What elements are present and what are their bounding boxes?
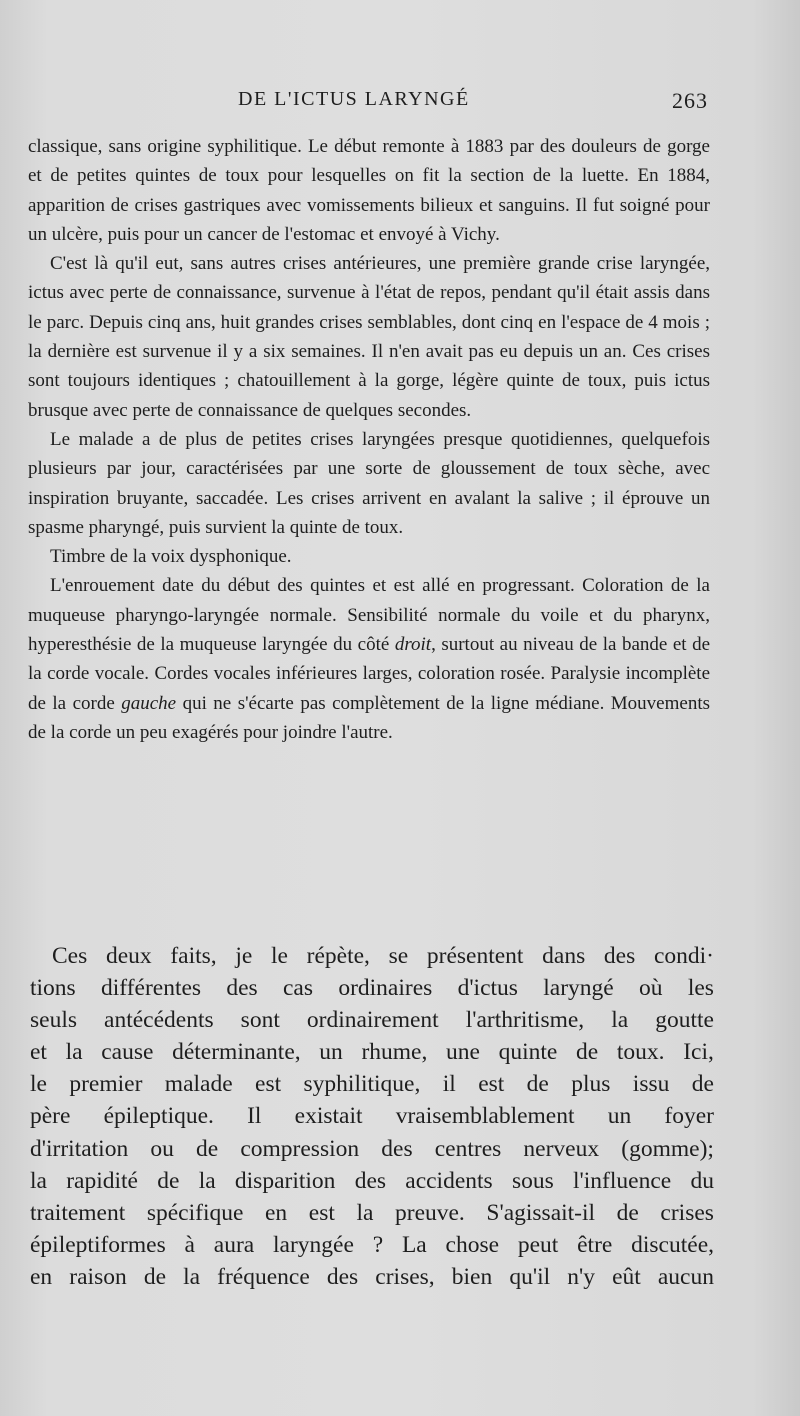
word: est bbox=[308, 1199, 335, 1226]
word: ordinaires bbox=[338, 975, 433, 1002]
page-number: 263 bbox=[672, 88, 708, 113]
word: la bbox=[65, 1039, 83, 1066]
word: le bbox=[271, 943, 288, 969]
paragraph-laryngeal-exam bbox=[28, 571, 710, 747]
word: de bbox=[526, 1071, 549, 1098]
word: sont bbox=[240, 1007, 280, 1034]
word: de bbox=[143, 1263, 166, 1290]
word: d'ictus bbox=[457, 975, 518, 1002]
word: d'irritation bbox=[30, 1135, 129, 1162]
word: peut bbox=[517, 1231, 559, 1258]
word: (gomme); bbox=[621, 1135, 714, 1162]
running-title: DE L'ICTUS LARYNGÉ bbox=[238, 88, 470, 110]
word: Il bbox=[247, 1103, 262, 1130]
observation-text bbox=[28, 132, 710, 747]
word: en bbox=[265, 1199, 288, 1226]
discussion-line bbox=[30, 1004, 714, 1036]
word: malade bbox=[164, 1071, 233, 1098]
word: être bbox=[577, 1231, 613, 1258]
discussion-line bbox=[30, 1100, 714, 1132]
word: toux. bbox=[616, 1039, 665, 1066]
word: condi· bbox=[653, 943, 714, 969]
word: et bbox=[30, 1039, 47, 1066]
paragraph-small-crises: Le malade a de plus de petites crises laryngées presque quotidiennes, quelquefois plusieurs par jour, caractérisées par une sorte de gloussement de toux sèche, avec inspiration bruyante, saccadée. Les crises arrivent en avalant la salive ; il éprouve un spasme pharyngé, puis survient la quinte de toux. bbox=[28, 428, 710, 538]
word: nerveux bbox=[523, 1135, 600, 1162]
paragraph-first-crisis: C'est là qu'il eut, sans autres crises antérieures, une première grande crise laryngée, ictus avec perte de connaissance, survenue à l'état de repos, pendant qu'il était assis dans le parc. Depuis cinq ans, huit grandes crises semblables, dont cinq en l'espace de 4 mois ; la dernière est survenue il y a six semaines. Il n'en avait pas eu depuis un an. Ces crises sont toujours identiques ; chatouillement à la gorge, légère quinte de toux, puis ictus brusque avec perte de connaissance de quelques secondes. bbox=[28, 253, 710, 421]
word: des bbox=[226, 975, 258, 1002]
word: de bbox=[196, 1135, 219, 1162]
word: crises bbox=[660, 1199, 714, 1226]
page-header bbox=[0, 88, 800, 116]
word: discutée, bbox=[631, 1231, 714, 1258]
word: syphilitique, bbox=[303, 1071, 421, 1098]
discussion-line bbox=[30, 972, 714, 1004]
word: la bbox=[198, 1167, 216, 1194]
word: chose bbox=[445, 1231, 500, 1258]
word: présentent bbox=[426, 943, 524, 969]
word: faits, bbox=[170, 943, 217, 969]
exam-text-c: qui ne s'écarte pas complètement de la ligne médiane. Mouvements de la corde un peu exagérés pour joindre l'autre. bbox=[28, 692, 711, 743]
word: bien bbox=[451, 1263, 493, 1290]
word: dans bbox=[542, 943, 586, 969]
word: preuve. bbox=[395, 1199, 465, 1226]
word: il bbox=[442, 1071, 456, 1098]
discussion-line bbox=[30, 1068, 714, 1100]
word: en bbox=[30, 1263, 53, 1290]
word: S'agissait-il bbox=[486, 1199, 596, 1226]
word: fréquence bbox=[217, 1263, 310, 1290]
word: un bbox=[607, 1103, 632, 1130]
word: je bbox=[235, 943, 253, 969]
discussion-line bbox=[30, 1036, 714, 1068]
word: de bbox=[157, 1167, 180, 1194]
word: plus bbox=[571, 1071, 611, 1098]
word: l'arthritisme, bbox=[465, 1007, 585, 1034]
word: la bbox=[183, 1263, 201, 1290]
word: des bbox=[354, 1167, 387, 1194]
word: eût bbox=[612, 1263, 641, 1290]
word: de bbox=[691, 1071, 714, 1098]
word: cause bbox=[101, 1039, 154, 1066]
word: est bbox=[255, 1071, 282, 1098]
word: à bbox=[184, 1231, 195, 1258]
discussion-line bbox=[30, 1197, 714, 1229]
word: laryngée bbox=[273, 1231, 354, 1258]
word: du bbox=[690, 1167, 714, 1194]
word: différentes bbox=[101, 975, 202, 1002]
discussion-line bbox=[30, 940, 714, 972]
word: Ici, bbox=[683, 1039, 714, 1066]
word: une bbox=[446, 1039, 480, 1066]
word: deux bbox=[105, 943, 152, 969]
word: l'influence bbox=[573, 1167, 672, 1194]
word: ou bbox=[150, 1135, 174, 1162]
word: existait bbox=[294, 1103, 363, 1130]
word: un bbox=[319, 1039, 343, 1066]
word: qu'il bbox=[509, 1263, 551, 1290]
exam-italic-left: gauche bbox=[121, 692, 177, 714]
word: le bbox=[30, 1071, 47, 1098]
word: aucun bbox=[657, 1263, 714, 1290]
word: issu bbox=[632, 1071, 670, 1098]
word: centres bbox=[434, 1135, 502, 1162]
exam-italic-right: droit bbox=[394, 634, 432, 656]
word: quinte bbox=[498, 1039, 558, 1066]
word: se bbox=[388, 943, 409, 969]
paragraph-voice-timbre: Timbre de la voix dysphonique. bbox=[50, 546, 292, 568]
word: de bbox=[576, 1039, 599, 1066]
word: la bbox=[611, 1007, 629, 1034]
exam-text-a: L'enrouement date du début des quintes et est allé en progressant. Coloration de la muqueuse pharyngo-laryngée normale. Sensibilité normale du voile et du pharynx, hyperesthésie de la muqueuse laryngée du côté bbox=[28, 575, 710, 656]
word: spécifique bbox=[146, 1199, 244, 1226]
word: ordinairement bbox=[306, 1007, 439, 1034]
word: laryngé bbox=[543, 975, 614, 1002]
word: la bbox=[356, 1199, 374, 1226]
word: raison bbox=[69, 1263, 127, 1290]
word: des bbox=[326, 1263, 359, 1290]
word: rhume, bbox=[361, 1039, 428, 1066]
word: sous bbox=[511, 1167, 554, 1194]
discussion-line bbox=[30, 1133, 714, 1165]
word: des bbox=[381, 1135, 413, 1162]
word: foyer bbox=[664, 1103, 714, 1130]
word: cas bbox=[283, 975, 314, 1002]
word: Ces bbox=[52, 943, 88, 969]
word: épileptique. bbox=[103, 1103, 214, 1130]
discussion-line bbox=[30, 1165, 714, 1197]
word: les bbox=[687, 975, 714, 1002]
paragraph-onset: classique, sans origine syphilitique. Le début remonte à 1883 par des douleurs de gorge et de petites quintes de toux pour lesquelles on fit la section de la luette. En 1884, apparition de crises gastriques avec vomissements bilieux et sanguins. Il fut soigné pour un ulcère, puis pour un cancer de l'estomac et envoyé à Vichy. bbox=[28, 136, 710, 245]
word: rapidité bbox=[66, 1167, 138, 1194]
discussion-text bbox=[30, 940, 714, 1293]
word: seuls bbox=[30, 1007, 77, 1034]
word: crises, bbox=[375, 1263, 435, 1290]
word: compression bbox=[240, 1135, 360, 1162]
word: accidents bbox=[405, 1167, 493, 1194]
word: de bbox=[616, 1199, 639, 1226]
exam-text-b: , surtout au niveau de la bande et de la corde vocale. Cordes vocales inférieures larges, coloration rosée. Paralysie incomplète de la corde bbox=[28, 634, 711, 714]
discussion-line bbox=[30, 1261, 714, 1293]
word: vraisemblablement bbox=[395, 1103, 575, 1130]
word: des bbox=[603, 943, 636, 969]
word: antécédents bbox=[104, 1007, 214, 1034]
word: traitement bbox=[30, 1199, 126, 1226]
word: répète, bbox=[306, 943, 370, 969]
word: tions bbox=[30, 975, 76, 1002]
word: n'y bbox=[567, 1263, 595, 1290]
word: La bbox=[401, 1231, 427, 1258]
word: premier bbox=[69, 1071, 143, 1098]
word: père bbox=[30, 1103, 71, 1130]
word: où bbox=[639, 975, 663, 1002]
word: disparition bbox=[234, 1167, 336, 1194]
word: aura bbox=[213, 1231, 255, 1258]
word: ? bbox=[372, 1231, 384, 1258]
word: goutte bbox=[655, 1007, 714, 1034]
discussion-line bbox=[30, 1229, 714, 1261]
word: la bbox=[30, 1167, 47, 1194]
word: épileptiformes bbox=[30, 1231, 166, 1258]
word: déterminante, bbox=[172, 1039, 301, 1066]
word: est bbox=[478, 1071, 505, 1098]
